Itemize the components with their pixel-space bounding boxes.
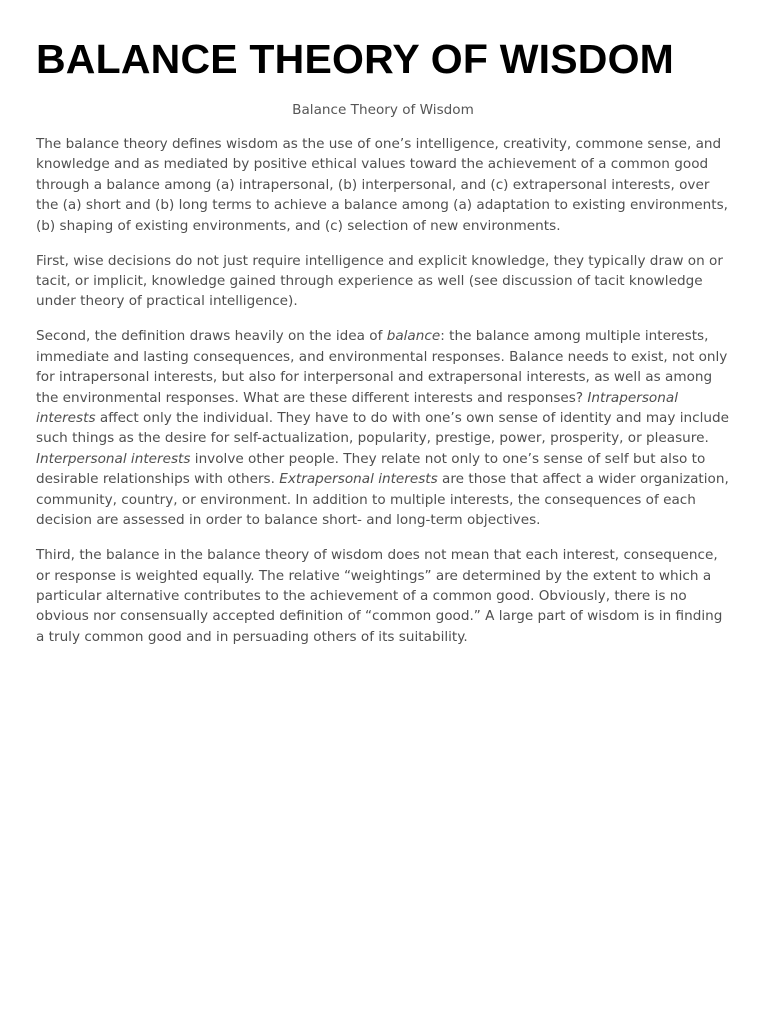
emphasis-extrapersonal-interests: Extrapersonal interests (279, 471, 438, 488)
document-subtitle: Balance Theory of Wisdom (292, 102, 474, 118)
paragraph-definition: The balance theory defines wisdom as the use of one’s intelligence, creativity, commone sense, and knowledge and as mediated by positive ethical values toward the achievement of a common good through a balance among (a) intrapersonal, (b) interpersonal, and (c) extrapersonal interests, over the (a) short and (b) long terms to achieve a balance among (a) adaptation to existing environments, (b) shaping of existing environments, and (c) selection of new environments. (36, 136, 728, 234)
paragraph-text: are those that affect a wider organization, community, country, or environment. In addition to multiple interests, the consequences of each decision are assessed in order to balance short- and long-term objectives. (36, 471, 729, 529)
paragraph-text: Second, the definition draws heavily on the idea of (36, 328, 387, 345)
page-title: BALANCE THEORY OF WISDOM (36, 36, 675, 82)
paragraph-third-point: Third, the balance in the balance theory of wisdom does not mean that each interest, consequence, or response is weighted equally. The relative “weightings” are determined by the extent to which a particular alternative contributes to the achievement of a common good. Obviously, there is no obvious nor consensually accepted definition of “common good.” A large part of wisdom is in finding a truly common good and in persuading others of its suitability. (36, 547, 723, 645)
emphasis-interpersonal-interests: Interpersonal interests (36, 450, 191, 467)
paragraph-text: affect only the individual. They have to do with one’s own sense of identity and may include such things as the desire for self-actualization, popularity, prestige, power, prosperity, or pleasure. (36, 410, 730, 447)
paragraph-text: : the balance among multiple interests, immediate and lasting consequences, and environmental responses. Balance needs to exist, not only for intrapersonal interests, but also for interpersonal and extrapersonal interests, as well as among the environmental responses. What are these different interests and responses? (36, 328, 728, 406)
emphasis-intrapersonal-interests: Intrapersonal interests (36, 389, 678, 427)
paragraph-second-point (36, 326, 730, 530)
paragraph-text: involve other people. They relate not only to one’s sense of self but also to desirable relationships with others. (36, 450, 706, 488)
document-page (36, 34, 730, 662)
paragraph-first-point: First, wise decisions do not just require intelligence and explicit knowledge, they typically draw on or tacit, or implicit, knowledge gained through experience as well (see discussion of tacit knowledge under theory of practical intelligence). (36, 252, 723, 310)
emphasis-balance: balance (386, 328, 441, 345)
